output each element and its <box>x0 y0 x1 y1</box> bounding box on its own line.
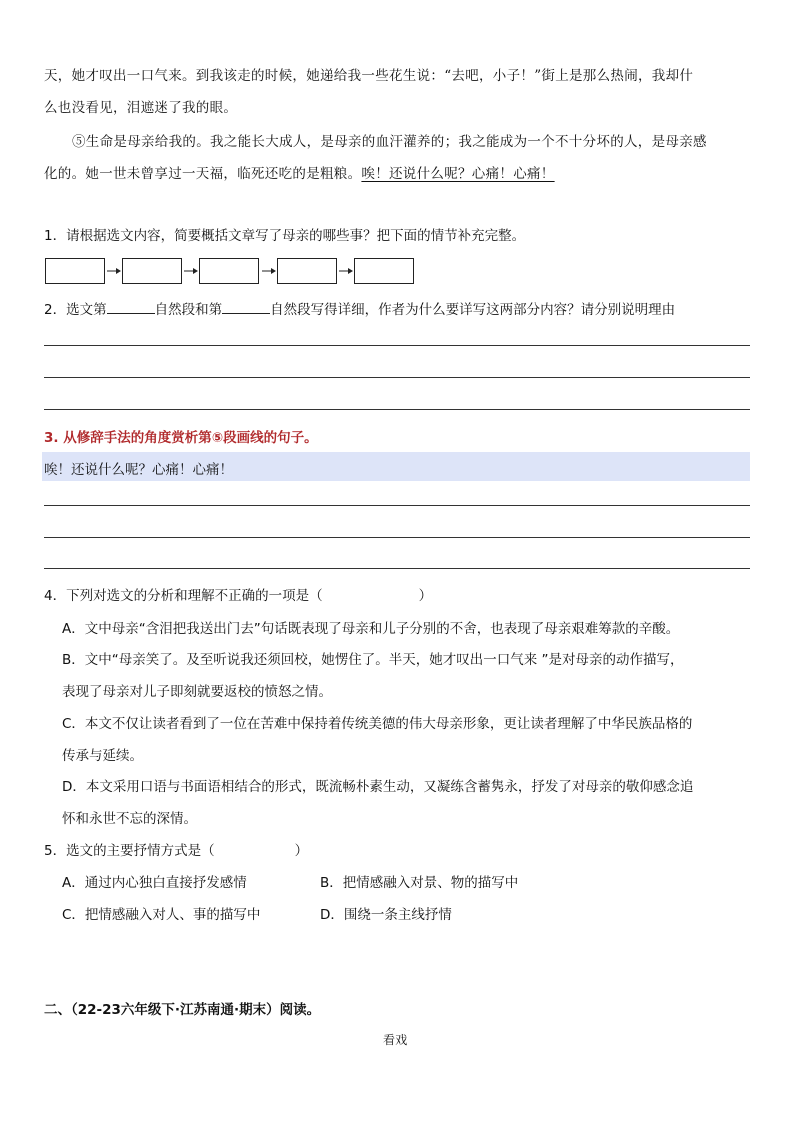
question-2-part-c: 自然段写得详细，作者为什么要详写这两部分内容？请分别说明理由 <box>270 302 676 318</box>
answer-line[interactable] <box>44 345 750 346</box>
passage-line-2: 么也没看见，泪遮迷了我的眼。 <box>44 100 238 116</box>
question-5 <box>44 839 308 859</box>
para5-plain-text: 化的。她一世未曾享过一天福，临死还吃的是粗粮。 <box>44 166 362 182</box>
arrow-right-icon <box>262 265 276 277</box>
plot-box-3[interactable] <box>199 258 259 284</box>
arrow-right-icon <box>107 265 121 277</box>
passage-para5-line-1: ⑤生命是母亲给我的。我之能长大成人，是母亲的血汗灌养的；我之能成为一个不十分坏的人，是母亲感 <box>72 134 707 150</box>
answer-line[interactable] <box>44 409 750 410</box>
paragraph-blank-2[interactable] <box>222 301 270 314</box>
arrow-right-icon <box>339 265 353 277</box>
question-5-stem: 5．选文的主要抒情方式是（ <box>44 843 215 859</box>
answer-line[interactable] <box>44 568 750 569</box>
option-5a[interactable]: A．通过内心独白直接抒发感情 <box>62 875 247 891</box>
option-4c-line-2: 传承与延续。 <box>62 748 143 764</box>
question-3-quote: 唉！还说什么呢？心痛！心痛！ <box>44 462 233 478</box>
option-5d[interactable]: D．围绕一条主线抒情 <box>320 907 452 923</box>
question-5-close: ） <box>294 843 309 859</box>
question-2 <box>44 298 675 318</box>
option-5b[interactable]: B．把情感融入对景、物的描写中 <box>320 875 519 891</box>
answer-line[interactable] <box>44 537 750 538</box>
arrow-right-icon <box>184 265 198 277</box>
option-4c-line-1[interactable]: C．本文不仅让读者看到了一位在苦难中保持着传统美德的伟大母亲形象，更让读者理解了中华民族品格的 <box>62 716 693 732</box>
question-4-stem: 4．下列对选文的分析和理解不正确的一项是（ <box>44 588 323 604</box>
paragraph-blank-1[interactable] <box>107 301 155 314</box>
option-5c[interactable]: C．把情感融入对人、事的描写中 <box>62 907 261 923</box>
question-4-close: ） <box>418 588 433 604</box>
option-4a[interactable]: A．文中母亲“含泪把我送出门去”句话既表现了母亲和儿子分别的不舍，也表现了母亲艰难筹款的辛酸。 <box>62 621 680 637</box>
answer-line[interactable] <box>44 505 750 506</box>
answer-line[interactable] <box>44 377 750 378</box>
option-4b-line-2: 表现了母亲对儿子即刻就要返校的愤怒之情。 <box>62 684 332 700</box>
para5-underlined-sentence: 唉！还说什么呢？心痛！心痛！ <box>361 166 555 182</box>
passage-para5-line-2 <box>44 162 555 182</box>
question-4 <box>44 584 432 604</box>
plot-box-5[interactable] <box>354 258 414 284</box>
option-4d-line-2: 怀和永世不忘的深情。 <box>62 811 197 827</box>
question-1: 1．请根据选文内容，简要概括文章写了母亲的哪些事？把下面的情节补充完整。 <box>44 228 526 244</box>
article-title: 看戏 <box>383 1033 408 1047</box>
section-2-heading: 二、（22-23六年级下·江苏南通·期末）阅读。 <box>44 1002 321 1018</box>
question-2-part-a: 2．选文第 <box>44 302 107 318</box>
option-4b-line-1[interactable]: B．文中“母亲笑了。及至听说我还须回校，她愣住了。半天，她才叹出一口气来 ”是对母亲的动作描写， <box>62 652 684 668</box>
plot-box-4[interactable] <box>277 258 337 284</box>
plot-box-1[interactable] <box>45 258 105 284</box>
question-3: 3. 从修辞手法的角度赏析第⑤段画线的句子。 <box>44 430 318 446</box>
passage-line-1: 天，她才叹出一口气来。到我该走的时候，她递给我一些花生说：“去吧，小子！”街上是那么热闹，我却什 <box>44 68 694 84</box>
plot-box-2[interactable] <box>122 258 182 284</box>
option-4d-line-1[interactable]: D．本文采用口语与书面语相结合的形式，既流畅朴素生动，又凝练含蓄隽永，抒发了对母亲的敬仰感念追 <box>62 779 694 795</box>
question-2-part-b: 自然段和第 <box>154 302 223 318</box>
